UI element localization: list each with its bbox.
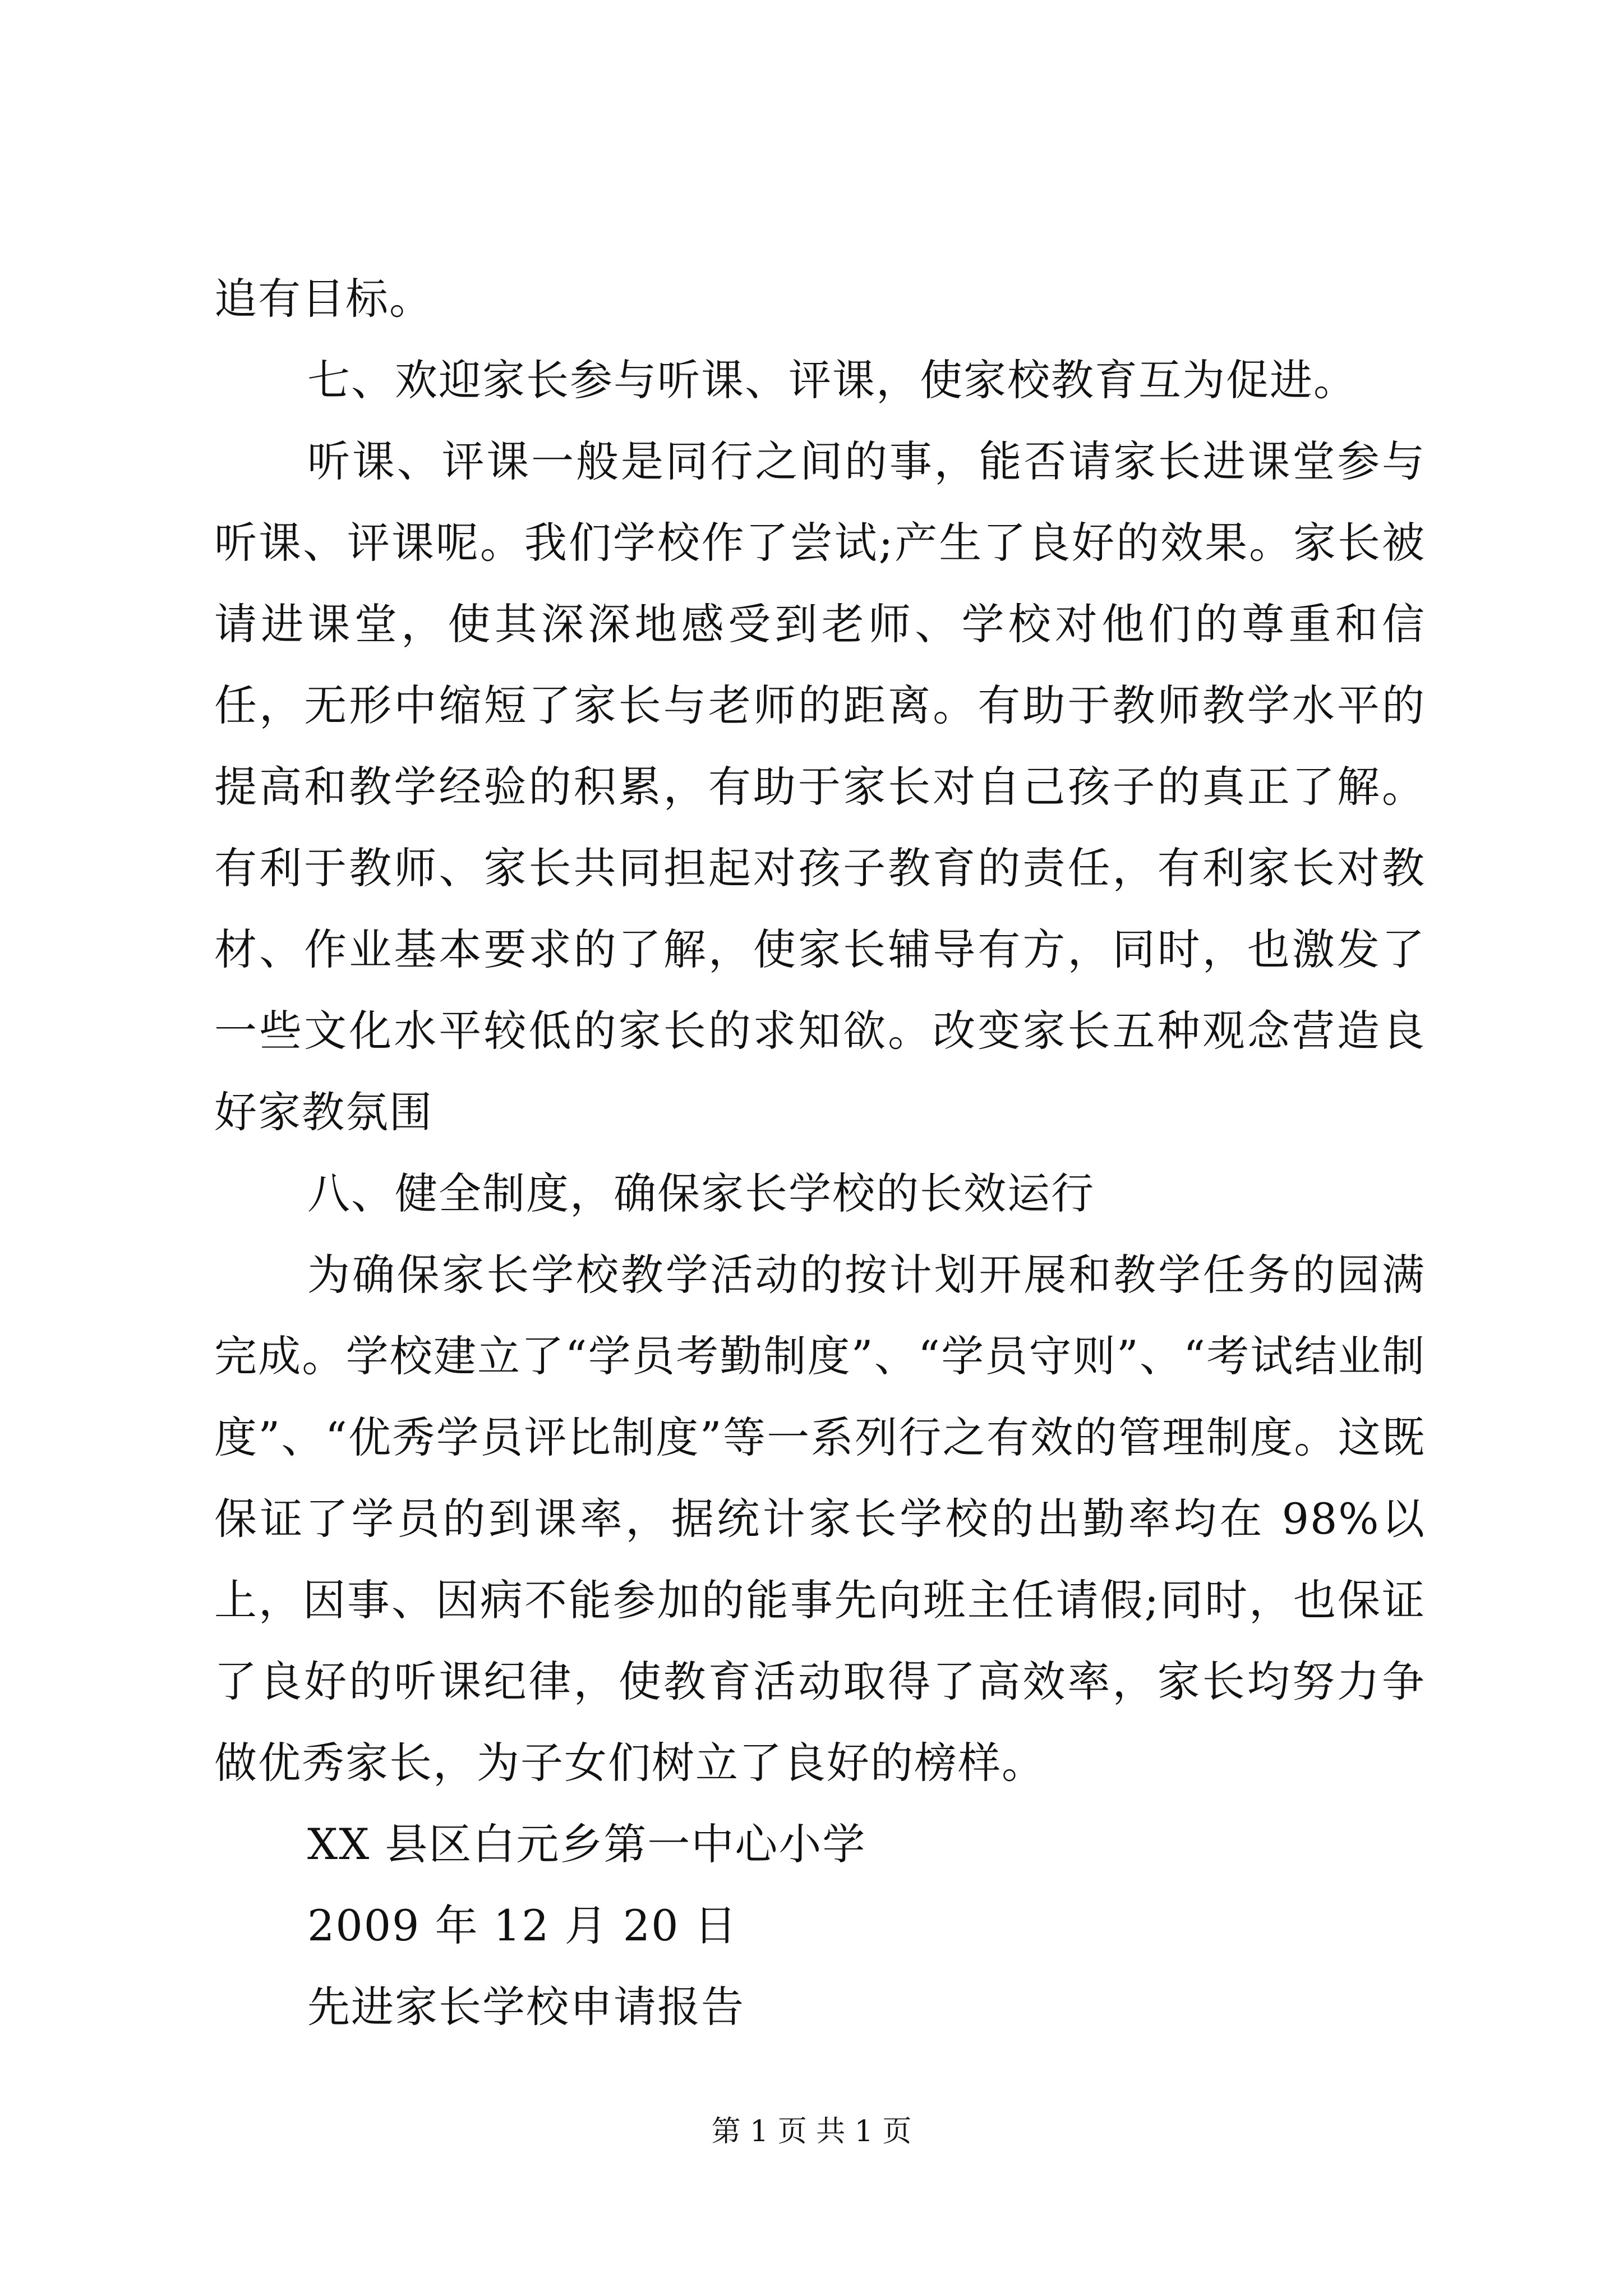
document-date: 2009 年 12 月 20 日 [307,1901,738,1950]
document-body [214,258,1426,2047]
document-title: 先进家长学校申请报告 [307,1982,745,2032]
paragraph-continuation: 追有目标。 [214,274,433,324]
section-heading-seven: 七、欢迎家长参与听课、评课，使家校教育互为促进。 [307,355,1357,405]
paragraph-school-rules: 为确保家长学校教学活动的按计划开展和教学任务的园满完成。学校建立了“学员考勤制度”、“学员守则”、“考试结业制度”、“优秀学员评比制度”等一系列行之有效的管理制度。这既保证了学员的到课率，据统计家长学校的出勤率均在 98%以上，因事、因病不能参加的能事先向班主任请假;同时，也保证了良好的听课纪律，使教育活动取得了高效率，家长均努力争做优秀家长，为子女们树立了良好的榜样。 [214,1250,1426,1788]
school-name: XX 县区白元乡第一中心小学 [307,1819,866,1869]
section-heading-eight: 八、健全制度，确保家长学校的长效运行 [307,1168,1095,1218]
paragraph-parent-lessons: 听课、评课一般是同行之间的事，能否请家长进课堂参与听课、评课呢。我们学校作了尝试;产生了良好的效果。家长被请进课堂，使其深深地感受到老师、学校对他们的尊重和信任，无形中缩短了家长与老师的距离。有助于教师教学水平的提高和教学经验的积累，有助于家长对自己孩子的真正了解。有利于教师、家长共同担起对孩子教育的责任，有利家长对教材、作业基本要求的了解，使家长辅导有方，同时，也激发了一些文化水平较低的家长的求知欲。改变家长五种观念营造良好家教氛围 [214,436,1426,1137]
page-footer: 第 1 页 共 1 页 [711,2115,912,2148]
